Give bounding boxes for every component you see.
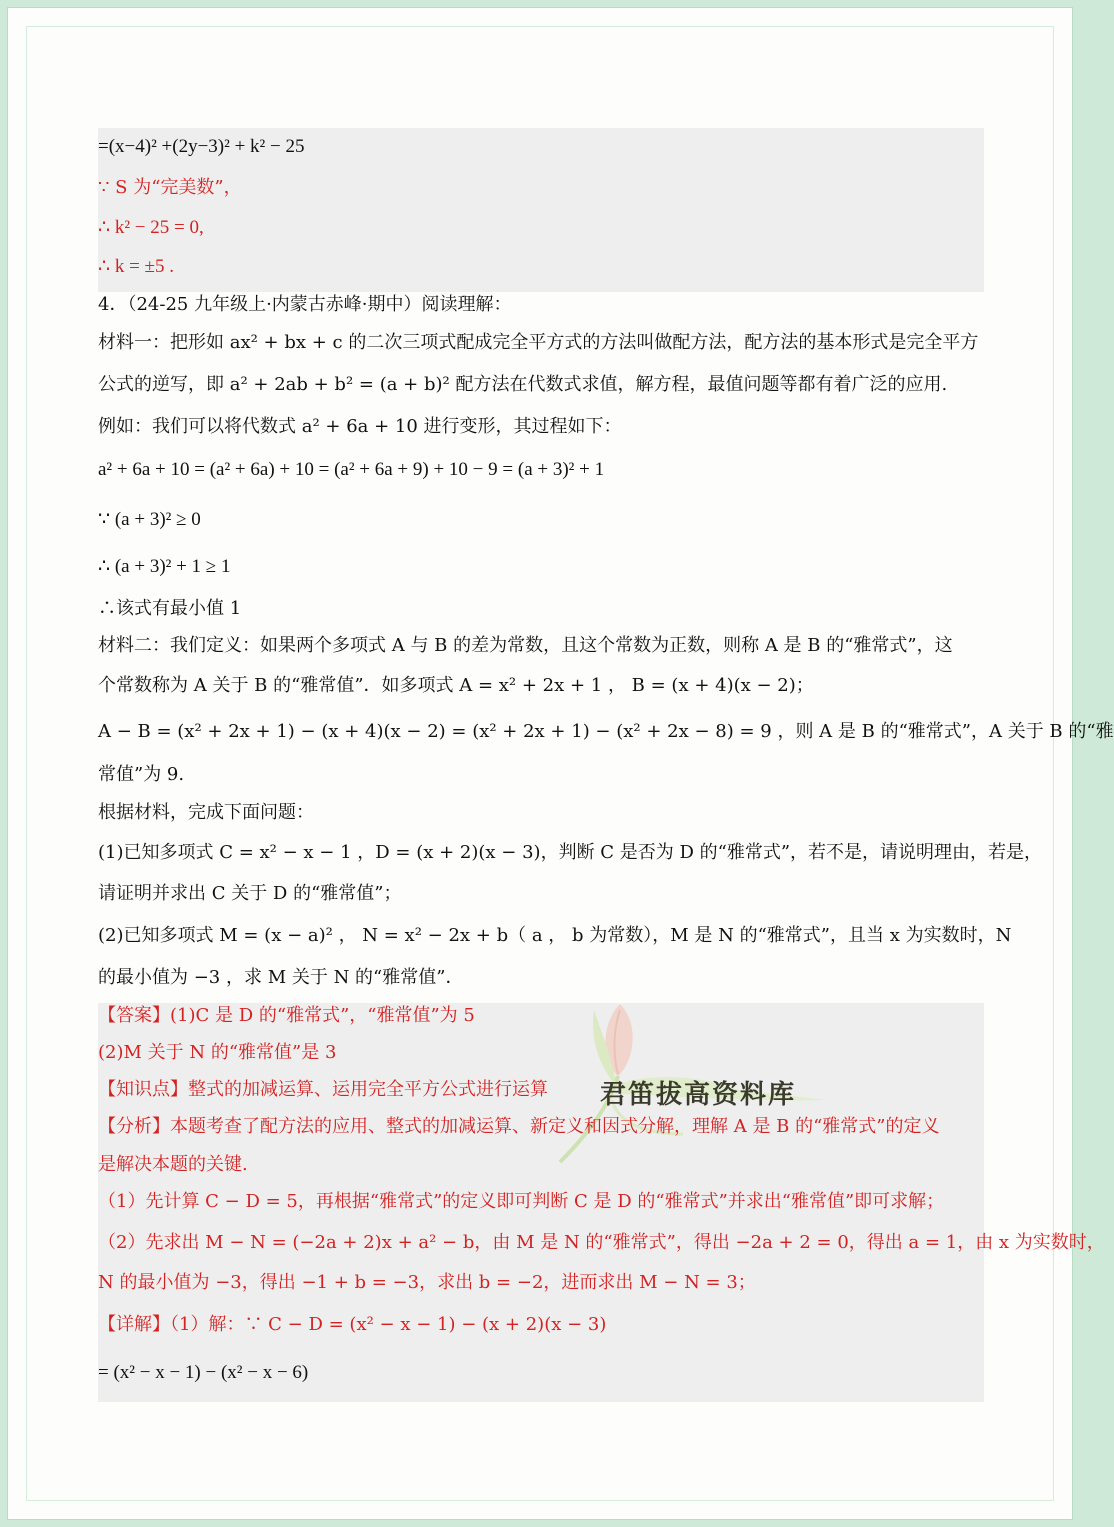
- material-2-line-1: 材料二：我们定义：如果两个多项式 A 与 B 的差为常数，且这个常数为正数，则称 A 是 B 的“雅常式”，这: [98, 635, 953, 656]
- analysis-step-2-line-1: （2）先求出 M − N = (−2a + 2)x + a² − b，由 M 是 N 的“雅常式”，得出 −2a + 2 = 0，得出 a = 1，由 x 为实数时，: [98, 1232, 1105, 1253]
- example-intro: 例如：我们可以将代数式 a² + 6a + 10 进行变形，其过程如下：: [98, 416, 622, 437]
- detail-line-2: = (x² − x − 1) − (x² − x − 6): [98, 1362, 309, 1383]
- part-2-line-1: (2)已知多项式 M = (x − a)² ， N = x² − 2x + b（ a ， b 为常数），M 是 N 的“雅常式”，且当 x 为实数时，N: [98, 925, 1012, 946]
- material-1-line-1: 材料一：把形如 ax² + bx + c 的二次三项式配成完全平方式的方法叫做配方法，配方法的基本形式是完全平方: [98, 332, 979, 353]
- example-minimum: ∴该式有最小值 1: [98, 598, 242, 619]
- top-line-4: ∴ k = ±5 .: [98, 256, 174, 277]
- analysis-line-2: 是解决本题的关键.: [98, 1154, 248, 1175]
- top-line-3: ∴ k² − 25 = 0,: [98, 217, 204, 238]
- part-1-line-2: 请证明并求出 C 关于 D 的“雅常值”；: [98, 883, 402, 904]
- answer-line-2: (2)M 关于 N 的“雅常值”是 3: [98, 1042, 337, 1063]
- question-4-header: 4．（24-25 九年级上·内蒙古赤峰·期中）阅读理解：: [98, 294, 512, 315]
- analysis-step-1: （1）先计算 C − D = 5，再根据“雅常式”的定义即可判断 C 是 D 的“雅常式”并求出“雅常值”即可求解；: [98, 1191, 945, 1212]
- example-therefore: ∴ (a + 3)² + 1 ≥ 1: [98, 556, 231, 577]
- material-2-line-4: 常值”为 9.: [98, 764, 185, 785]
- task-prompt: 根据材料，完成下面问题：: [98, 802, 314, 823]
- example-equation: a² + 6a + 10 = (a² + 6a) + 10 = (a² + 6a + 9) + 10 − 9 = (a + 3)² + 1: [98, 459, 605, 480]
- knowledge-point: 【知识点】整式的加减运算、运用完全平方公式进行运算: [98, 1079, 548, 1100]
- example-since: ∵ (a + 3)² ≥ 0: [98, 509, 201, 530]
- analysis-line-1: 【分析】本题考查了配方法的应用、整式的加减运算、新定义和因式分解，理解 A 是 B 的“雅常式”的定义: [98, 1116, 940, 1137]
- material-1-line-2: 公式的逆写，即 a² + 2ab + b² = (a + b)² 配方法在代数式求值，解方程，最值问题等都有着广泛的应用.: [98, 374, 948, 395]
- top-line-1: =(x−4)² +(2y−3)² + k² − 25: [98, 136, 305, 157]
- answer-line-1: 【答案】(1)C 是 D 的“雅常式”，“雅常值”为 5: [98, 1005, 475, 1026]
- top-line-2: ∵ S 为“完美数”，: [98, 177, 242, 198]
- watermark-text: 君笛拔高资料库: [600, 1080, 797, 1110]
- material-2-line-3: A − B = (x² + 2x + 1) − (x + 4)(x − 2) = (x² + 2x + 1) − (x² + 2x − 8) = 9 ，则 A 是 B 的“雅常式”，A 关于 B 的“雅: [98, 721, 1114, 742]
- part-2-line-2: 的最小值为 −3 ，求 M 关于 N 的“雅常值”．: [98, 967, 464, 988]
- analysis-step-2-line-2: N 的最小值为 −3，得出 −1 + b = −3，求出 b = −2，进而求出 M − N = 3；: [98, 1272, 756, 1293]
- material-2-line-2: 个常数称为 A 关于 B 的“雅常值”．如多项式 A = x² + 2x + 1 ， B = (x + 4)(x − 2)；: [98, 675, 814, 696]
- detail-line-1: 【详解】（1）解：∵ C − D = (x² − x − 1) − (x + 2)(x − 3): [98, 1314, 607, 1335]
- part-1-line-1: (1)已知多项式 C = x² − x − 1 ，D = (x + 2)(x − 3)，判断 C 是否为 D 的“雅常式”，若不是，请说明理由，若是，: [98, 842, 1043, 863]
